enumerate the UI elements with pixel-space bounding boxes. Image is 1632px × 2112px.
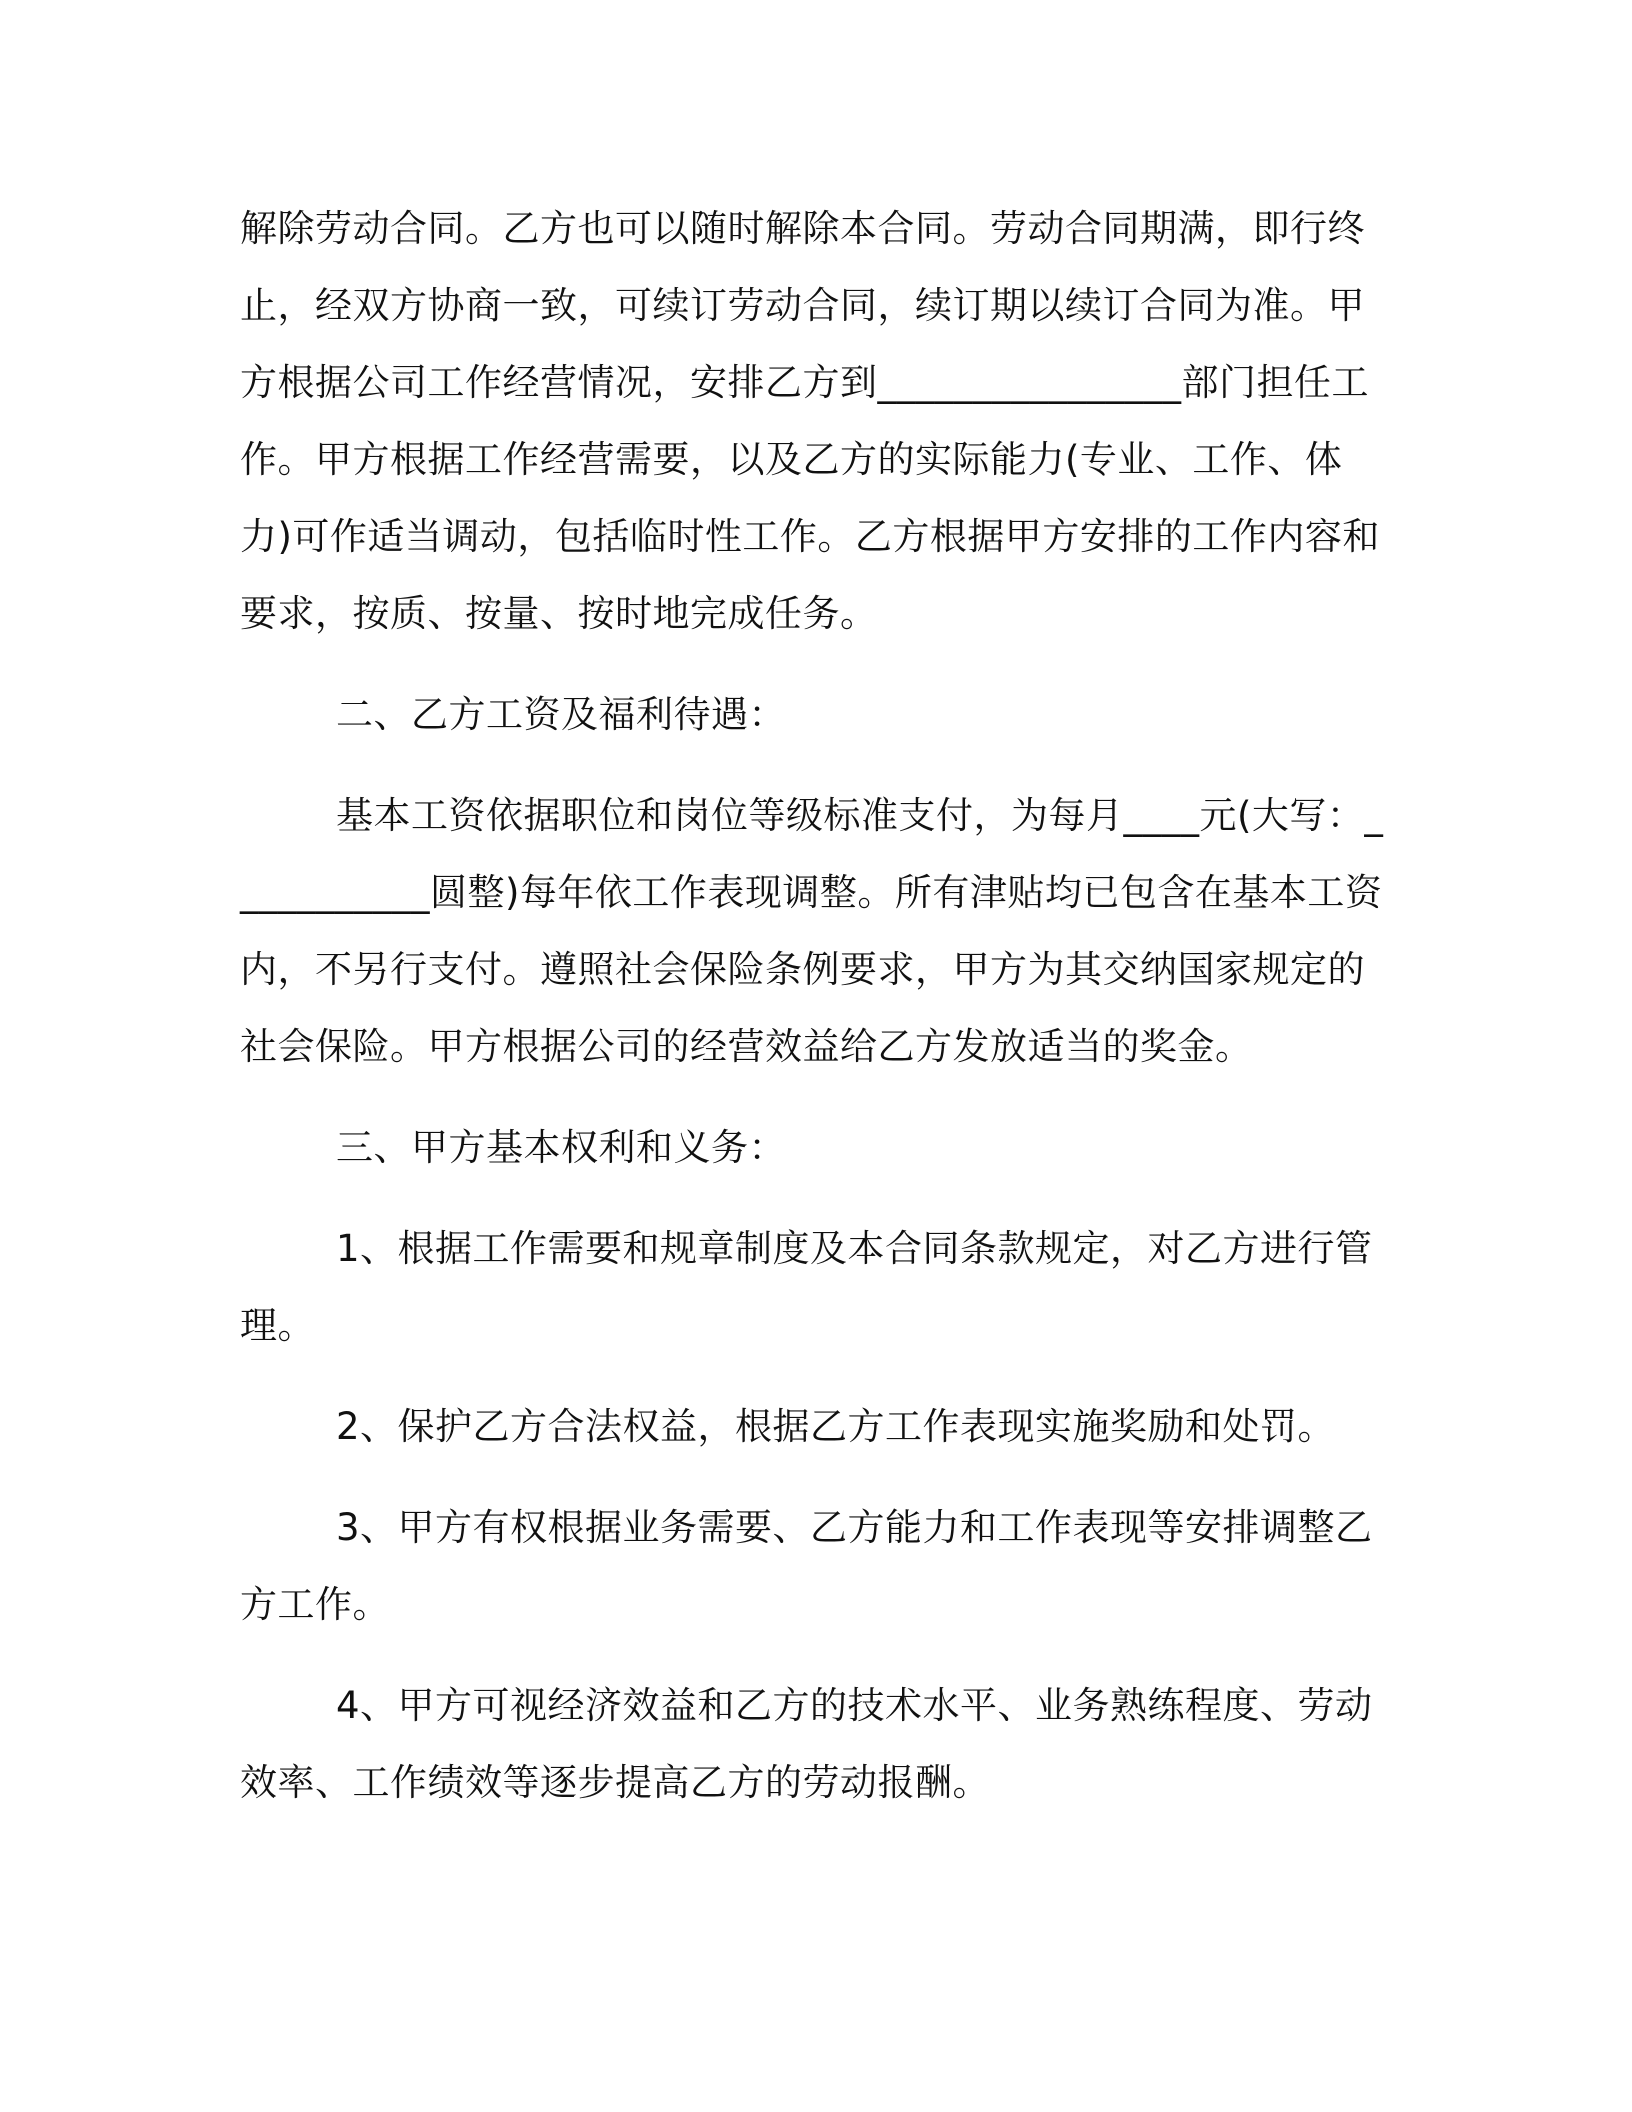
clause-2-rights-protection: 2、保护乙方合法权益，根据乙方工作表现实施奖励和处罚。 <box>336 1405 1336 1448</box>
clause-4-remuneration: 4、甲方可视经济效益和乙方的技术水平、业务熟练程度、劳动效率、工作绩效等逐步提高乙方的劳动报酬。 <box>240 1684 1373 1804</box>
paragraph-basic-salary: 基本工资依据职位和岗位等级标准支付，为每月____元(大写：___________圆整)每年依工作表现调整。所有津贴均已包含在基本工资内，不另行支付。遵照社会保险条例要求，甲方为其交纳国家规定的社会保险。甲方根据公司的经营效益给乙方发放适当的奖金。 <box>240 794 1384 1068</box>
heading-section-3-party-a-rights: 三、甲方基本权利和义务： <box>336 1126 786 1169</box>
heading-section-2-salary-benefits: 二、乙方工资及福利待遇： <box>336 693 786 736</box>
document-body <box>240 190 1390 1821</box>
clause-3-work-adjustment: 3、甲方有权根据业务需要、乙方能力和工作表现等安排调整乙方工作。 <box>240 1506 1373 1626</box>
paragraph-contract-continuation: 解除劳动合同。乙方也可以随时解除本合同。劳动合同期满，即行终止，经双方协商一致，可续订劳动合同，续订期以续订合同为准。甲方根据公司工作经营情况，安排乙方到________________部门担任工作。甲方根据工作经营需要，以及乙方的实际能力(专业、工作、体力)可作适当调动，包括临时性工作。乙方根据甲方安排的工作内容和要求，按质、按量、按时地完成任务。 <box>240 207 1380 635</box>
clause-1-management: 1、根据工作需要和规章制度及本合同条款规定，对乙方进行管理。 <box>240 1227 1373 1347</box>
